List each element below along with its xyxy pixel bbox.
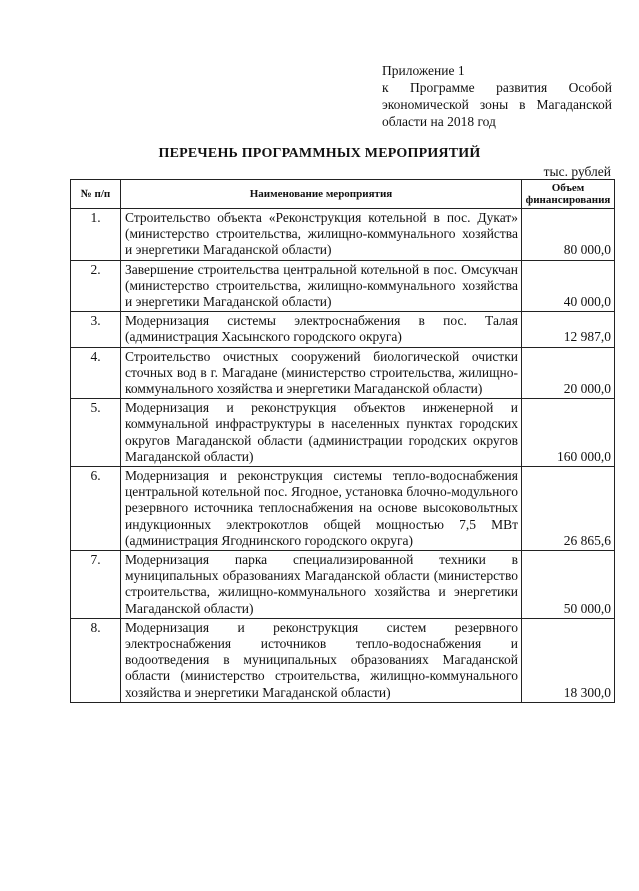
units-label: тыс. рублей [543, 164, 611, 179]
table-row [71, 347, 615, 399]
row-name: Модернизация и реконструкция системы тепло-водоснабжения центральной котельной пос. Ягодное, установка блочно-модульного резервного источника теплоснабжения на основе высоковольтных индукционных электрокотлов общей мощностью 7,5 МВт (администрация Ягоднинского городского округа) [121, 467, 522, 551]
appendix-note [382, 62, 612, 130]
row-sum: 20 000,0 [522, 347, 615, 399]
table-row [71, 551, 615, 619]
row-name: Модернизация парка специализированной техники в муниципальных образованиях Магаданской области (министерство строительства, жилищно-коммунального хозяйства и энергетики Магаданской области) [121, 551, 522, 619]
header-num: № п/п [71, 180, 121, 209]
row-sum: 18 300,0 [522, 618, 615, 702]
appendix-line-2: к Программе развития Особой [382, 80, 612, 95]
row-num: 8. [71, 618, 121, 702]
row-name: Модернизация системы электроснабжения в пос. Талая (администрация Хасынского городского округа) [121, 312, 522, 347]
table-row [71, 260, 615, 312]
header-sum: Объем финансирования [522, 180, 615, 209]
appendix-line-3: экономической зоны в Магаданской [382, 97, 612, 112]
row-num: 6. [71, 467, 121, 551]
row-num: 1. [71, 209, 121, 261]
table-row [71, 618, 615, 702]
row-name: Модернизация и реконструкция объектов инженерной и коммунальной инфраструктуры в населенных пунктах городских округов Магаданской области (администрации городских округов Магаданской области) [121, 399, 522, 467]
measures-table [70, 179, 615, 703]
table-row [71, 399, 615, 467]
row-num: 2. [71, 260, 121, 312]
header-name: Наименование мероприятия [121, 180, 522, 209]
row-name: Строительство очистных сооружений биологической очистки сточных вод в г. Магадане (министерство строительства, жилищно-коммунального хозяйства и энергетики Магаданской области) [121, 347, 522, 399]
row-num: 7. [71, 551, 121, 619]
row-num: 5. [71, 399, 121, 467]
row-sum: 12 987,0 [522, 312, 615, 347]
appendix-line-4: области на 2018 год [382, 114, 496, 129]
table-row [71, 312, 615, 347]
appendix-line-1: Приложение 1 [382, 63, 465, 78]
row-num: 3. [71, 312, 121, 347]
row-name: Завершение строительства центральной котельной в пос. Омсукчан (министерство строительства, жилищно-коммунального хозяйства и энергетики Магаданской области) [121, 260, 522, 312]
row-num: 4. [71, 347, 121, 399]
row-sum: 50 000,0 [522, 551, 615, 619]
table-header-row [71, 180, 615, 209]
row-sum: 26 865,6 [522, 467, 615, 551]
table-row [71, 209, 615, 261]
row-name: Модернизация и реконструкция систем резервного электроснабжения источников тепло-водоснабжения и водоотведения в муниципальных образованиях Магаданской области (министерство строительства, жилищно-коммунального хозяйства и энергетики Магаданской области) [121, 618, 522, 702]
row-sum: 160 000,0 [522, 399, 615, 467]
row-sum: 80 000,0 [522, 209, 615, 261]
row-name: Строительство объекта «Реконструкция котельной в пос. Дукат» (министерство строительства, жилищно-коммунального хозяйства и энергетики Магаданской области) [121, 209, 522, 261]
document-title: ПЕРЕЧЕНЬ ПРОГРАММНЫХ МЕРОПРИЯТИЙ [158, 146, 481, 161]
table-row [71, 467, 615, 551]
row-sum: 40 000,0 [522, 260, 615, 312]
